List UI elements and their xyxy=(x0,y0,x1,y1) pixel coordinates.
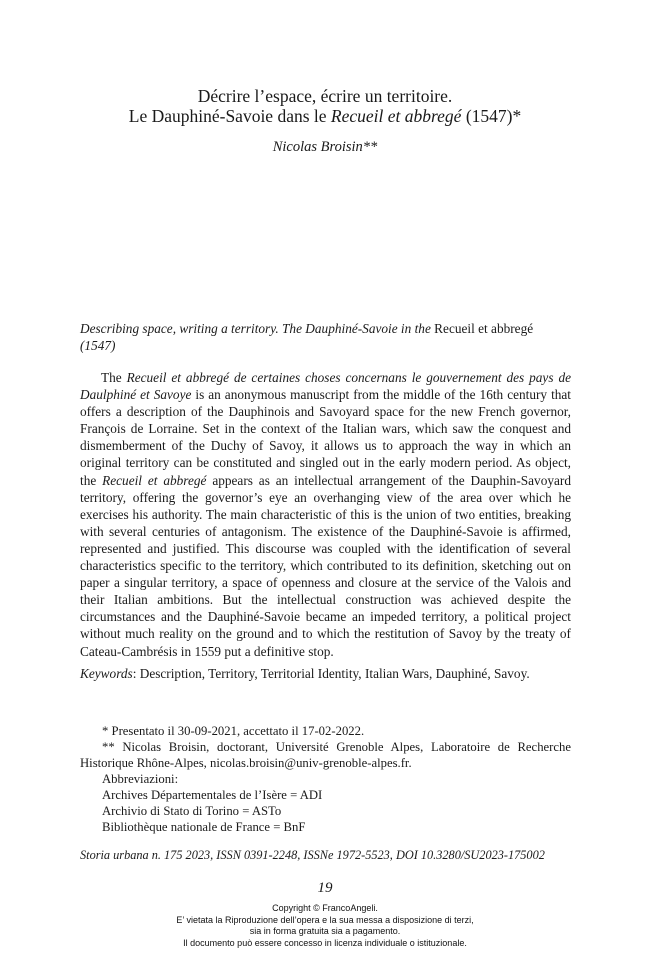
abbreviation-item: Archivio di Stato di Torino = ASTo xyxy=(102,804,282,818)
abstract-paragraph xyxy=(80,369,571,660)
footnotes xyxy=(80,723,571,835)
author-name: Nicolas Broisin** xyxy=(272,139,378,155)
abstract-text-3: appears as an intellectual arrangement of the Dauphin-Savoyard territory, offering the governor’s eye an overhanging view of the area over which he exercises his authority. The main characteristic of this is the union of two entities, breaking with several centuries of antagonism. The existence of the Dauphiné-Savoie is affirmed, represented and justified. This discourse was coupled with the identification of several characteristics specific to the territory, which contributed to its definition, sketching out on paper a singular territory, a space of openness and closure at the service of the Valois and their Italian ambitions. But the intellectual construction was achieved despite the circumstances and the Dauphiné-Savoie became an impeded territory, a political project without much reality on the ground and to which the restitution of Savoy by the treaty of Cateau-Cambrésis in 1559 put a definitive stop. xyxy=(80,472,571,659)
page-number: 19 xyxy=(317,880,333,896)
title-line2-italic: Recueil et abbregé xyxy=(330,106,462,126)
keywords-label: Keywords xyxy=(80,666,133,681)
abbreviations-heading: Abbreviazioni: xyxy=(102,772,179,786)
copyright-line: sia in forma gratuita sia a pagamento. xyxy=(249,926,401,937)
abstract-text-2: is an anonymous manuscript from the middle of the 16th century that offers a description of the Dauphinois and Savoyard space for the new French governor, François de Lorraine. Set in the context of the Italian wars, which saw the conquest and dismemberment of the Duchy of Savoy, it allows us to approach the way in which an original territory can be constituted and singled out in the early modern period. As object, the xyxy=(80,387,572,488)
journal-citation: Storia urbana n. 175 2023, ISSN 0391-2248, ISSNe 1972-5523, DOI 10.3280/SU2023-175002 xyxy=(80,848,545,862)
abbreviation-item: Bibliothèque nationale de France = BnF xyxy=(102,820,306,834)
english-title-italic: Describing space, writing a territory. The Dauphiné-Savoie in the xyxy=(80,321,431,336)
footnote-2 xyxy=(80,739,571,771)
copyright-line: Copyright © FrancoAngeli. xyxy=(272,903,378,913)
keywords-text: : Description, Territory, Territorial Identity, Italian Wars, Dauphiné, Savoy. xyxy=(132,666,530,681)
english-title-year: (1547) xyxy=(80,338,116,353)
copyright-line: Il documento può essere concesso in licenza individuale o istituzionale. xyxy=(183,937,467,948)
copyright-line: E’ vietata la Riproduzione dell’opera e la sua messa a disposizione di terzi, xyxy=(176,914,474,925)
title-line2-prefix: Le Dauphiné-Savoie dans le xyxy=(128,106,331,126)
english-title-roman: Recueil et abbregé xyxy=(430,321,534,336)
footnote-2-text: ** Nicolas Broisin, doctorant, Université Grenoble Alpes, Laboratoire de Recherche Historique Rhône-Alpes, nicolas.broisin@univ-grenoble-alpes.fr. xyxy=(80,740,571,770)
abbreviation-item: Archives Départementales de l’Isère = ADI xyxy=(102,788,323,802)
keywords xyxy=(80,665,571,682)
footnote-1 xyxy=(80,723,571,739)
abstract-italic-title: Recueil et abbregé de certaines choses concernans le gouvernement des pays de Daulphiné et Savoye xyxy=(80,370,571,403)
footnote-1-text: * Presentato il 30-09-2021, accettato il 17-02-2022. xyxy=(102,724,365,738)
article-title-line-2 xyxy=(40,106,610,127)
title-line2-suffix: (1547)* xyxy=(461,106,522,126)
abstract-text-1: The xyxy=(101,370,127,385)
english-title xyxy=(80,320,570,354)
abstract-italic-title-2: Recueil et abbregé xyxy=(102,472,207,488)
copyright-notice xyxy=(0,903,650,949)
article-title-line-1: Décrire l’espace, écrire un territoire. xyxy=(197,86,453,106)
